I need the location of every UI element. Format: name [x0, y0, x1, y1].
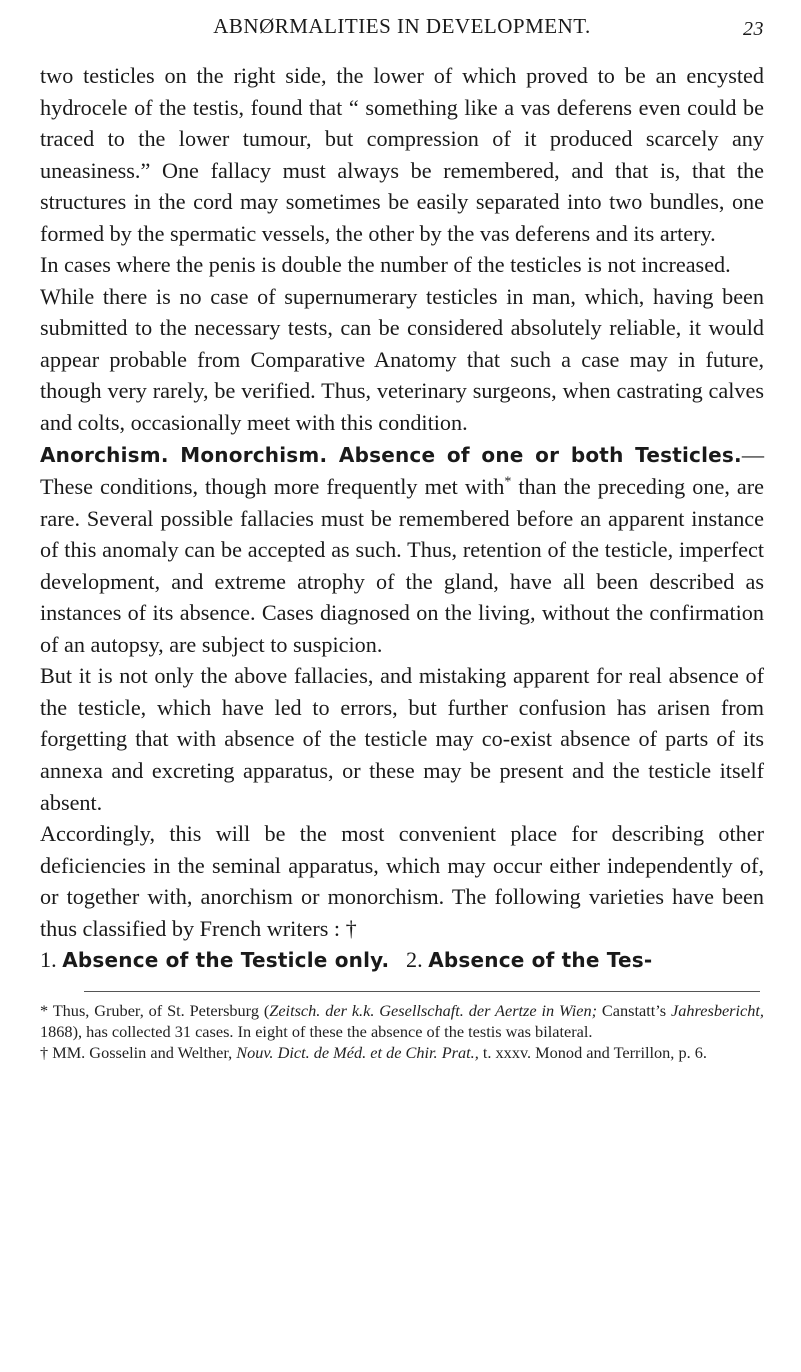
paragraph-4-text-a: —These conditions, though more frequently met with — [40, 441, 764, 500]
footnote-1-text-b: Canstatt’s — [597, 1000, 672, 1020]
paragraph-6 — [40, 818, 764, 944]
paragraph-7 — [40, 944, 764, 977]
footnote-2-dictionary: Nouv. Dict. de Méd. et de Chir. Prat., — [236, 1042, 479, 1062]
page-number: 23 — [743, 18, 764, 40]
paragraph-6-text: Accordingly, this will be the most convenient place for describing other deficiencies in the seminal apparatus, which may occur either independently of, or together with, anorchism or monorchism. The following varieties have been thus classified by French writers : — [40, 821, 764, 941]
paragraph-5: But it is not only the above fallacies, and mistaking apparent for real absence of the testicle, which have led to errors, but further confusion has arisen from forgetting that with absence of the testicle may co-exist absence of parts of its annexa and excreting apparatus, or these may be present and the testicle itself absent. — [40, 663, 764, 815]
footnote-ref-dagger: † — [345, 915, 357, 941]
running-title: ABNØRMALITIES IN DEVELOPMENT. — [213, 14, 591, 38]
footnote-1 — [40, 1000, 764, 1042]
body-text — [40, 60, 764, 977]
footnote-1-text-a: Thus, Gruber, of St. Petersburg ( — [48, 1000, 270, 1020]
footnote-ref-star: * — [504, 474, 512, 490]
footnote-2 — [40, 1042, 764, 1063]
running-header — [40, 14, 764, 48]
list-item-1: Absence of the Testicle only. — [62, 948, 390, 973]
footnote-1-journal: Zeitsch. der k.k. Gesellschaft. der Aertze in Wien; — [269, 1000, 598, 1020]
paragraph-1: two testicles on the right side, the lower of which proved to be an encysted hydrocele of the testis, found that “ something like a vas deferens even could be traced to the lower tumour, but compression of it produced scarcely any uneasiness.” One fallacy must always be remembered, and that is, that the structures in the cord may sometimes be easily separated into two bundles, one formed by the spermatic vessels, the other by the vas deferens and its artery. — [40, 63, 764, 246]
paragraph-4 — [40, 439, 764, 661]
footnote-2-text-a: MM. Gosselin and Welther, — [48, 1042, 237, 1062]
list-item-2: Absence of the Tes- — [428, 948, 653, 973]
section-heading: Anorchism. Monorchism. Absence of one or both Testicles. — [40, 442, 742, 467]
book-page — [40, 14, 764, 1063]
footnote-2-mark: † — [40, 1042, 49, 1062]
paragraph-2: In cases where the penis is double the number of the testicles is not increased. — [40, 252, 731, 278]
footnote-1-report: Jahresbericht, — [671, 1000, 765, 1020]
list-number-2: 2. — [406, 947, 423, 973]
footnote-1-mark: * — [40, 1000, 49, 1020]
footnote-rule — [84, 991, 760, 992]
list-number-1: 1. — [40, 947, 57, 973]
footnote-2-text-b: t. xxxv. Monod and Terrillon, p. 6. — [478, 1042, 707, 1062]
footnotes — [40, 1000, 764, 1063]
paragraph-4-text-b: than the preceding one, are rare. Several possible fallacies must be remembered before an apparent instance of this anomaly can be accepted as such. Thus, retention of the testicle, imperfect development, and extreme atrophy of the gland, have all been described as instances of its absence. Cases diagnosed on the living, without the confirmation of an autopsy, are subject to suspicion. — [40, 474, 764, 657]
footnote-1-text-c: 1868), has collected 31 cases. In eight of these the absence of the testis was bilateral. — [40, 1021, 593, 1041]
paragraph-3: While there is no case of supernumerary testicles in man, which, having been submitted to the necessary tests, can be considered absolutely reliable, it would appear probable from Comparative Anatomy that such a case may in future, though very rarely, be verified. Thus, veterinary surgeons, when castrating calves and colts, occasionally meet with this condition. — [40, 283, 764, 436]
